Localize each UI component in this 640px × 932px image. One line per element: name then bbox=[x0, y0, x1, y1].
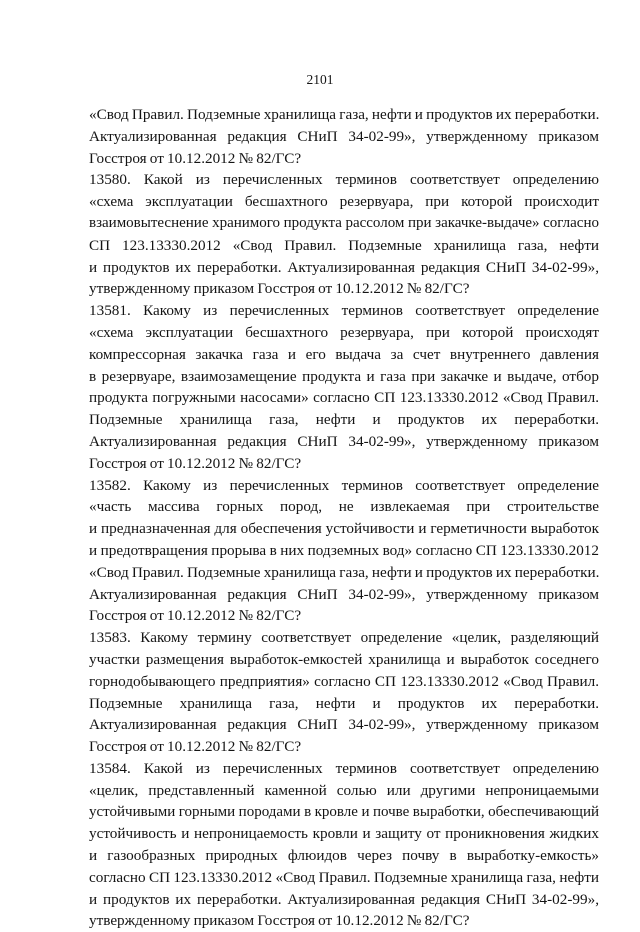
text-line: и продуктов их переработки. Актуализированная редакция СНиП 34-02-99», bbox=[89, 890, 599, 908]
text-line: 13581. Какому из перечисленных терминов соответствует определение bbox=[89, 302, 599, 320]
text-line: Госстроя от 10.12.2012 № 82/ГС? bbox=[89, 149, 302, 167]
text-line: «схема эксплуатации бесшахтного резервуара, при которой происходит bbox=[89, 193, 599, 211]
text-line: «целик, представленный каменной солью или другими непроницаемыми bbox=[89, 781, 599, 799]
document-body bbox=[89, 104, 599, 932]
text-line: СП 123.13330.2012 «Свод Правил. Подземные хранилища газа, нефти bbox=[89, 236, 599, 254]
page-number: 2101 bbox=[306, 72, 334, 87]
text-line: и продуктов их переработки. Актуализированная редакция СНиП 34-02-99», bbox=[89, 258, 599, 276]
text-line: утвержденному приказом Госстроя от 10.12.2012 № 82/ГС? bbox=[89, 912, 470, 930]
text-line: 13582. Какому из перечисленных терминов соответствует определение bbox=[89, 476, 599, 494]
text-line: 13580. Какой из перечисленных терминов соответствует определению bbox=[89, 171, 599, 189]
text-line: Подземные хранилища газа, нефти и продуктов их переработки. bbox=[89, 694, 599, 712]
text-line: 13583. Какому термину соответствует определение «целик, разделяющий bbox=[89, 629, 599, 647]
text-line: горнодобывающего предприятия» согласно СП 123.13330.2012 «Свод Правил. bbox=[89, 672, 599, 690]
text-line: «Свод Правил. Подземные хранилища газа, нефти и продуктов их переработки. bbox=[89, 106, 600, 123]
text-line: Актуализированная редакция СНиП 34-02-99», утвержденному приказом bbox=[89, 127, 599, 145]
text-line: и предназначенная для обеспечения устойчивости и герметичности выработок bbox=[89, 520, 599, 538]
text-line: Актуализированная редакция СНиП 34-02-99», утвержденному приказом bbox=[89, 716, 599, 734]
text-line: участки размещения выработок-емкостей хранилища и выработок соседнего bbox=[89, 650, 599, 668]
text-line: «Свод Правил. Подземные хранилища газа, нефти и продуктов их переработки. bbox=[89, 563, 600, 581]
text-line: и газообразных природных флюидов через почву в выработку-емкость» bbox=[89, 847, 599, 865]
text-line: взаимовытеснение хранимого продукта рассолом при закачке-выдаче» согласно bbox=[89, 214, 599, 231]
text-line: Госстроя от 10.12.2012 № 82/ГС? bbox=[89, 738, 302, 756]
text-line: Госстроя от 10.12.2012 № 82/ГС? bbox=[89, 607, 302, 625]
text-line: «часть массива горных пород, не извлекаемая при строительстве bbox=[89, 498, 599, 516]
text-line: компрессорная закачка газа и его выдача за счет внутреннего давления bbox=[89, 345, 599, 363]
text-line: согласно СП 123.13330.2012 «Свод Правил. Подземные хранилища газа, нефти bbox=[89, 868, 599, 886]
text-line: устойчивость и непроницаемость кровли и защиту от проникновения жидких bbox=[89, 825, 599, 843]
text-line: в резервуаре, взаимозамещение продукта и газа при закачке и выдаче, отбор bbox=[89, 367, 599, 385]
text-line: Госстроя от 10.12.2012 № 82/ГС? bbox=[89, 454, 302, 472]
text-line: продукта погружными насосами» согласно СП 123.13330.2012 «Свод Правил. bbox=[89, 389, 599, 407]
text-line: «схема эксплуатации бесшахтного резервуара, при которой происходят bbox=[89, 323, 599, 341]
text-line: 13584. Какой из перечисленных терминов соответствует определению bbox=[89, 759, 599, 777]
text-line: Актуализированная редакция СНиП 34-02-99», утвержденному приказом bbox=[89, 585, 599, 603]
text-line: утвержденному приказом Госстроя от 10.12.2012 № 82/ГС? bbox=[89, 280, 470, 298]
text-line: Актуализированная редакция СНиП 34-02-99», утвержденному приказом bbox=[89, 432, 599, 450]
text-line: и предотвращения прорыва в них подземных вод» согласно СП 123.13330.2012 bbox=[89, 541, 599, 559]
text-line: устойчивыми горными породами в кровле и почве выработки, обеспечивающий bbox=[89, 803, 599, 820]
text-line: Подземные хранилища газа, нефти и продуктов их переработки. bbox=[89, 411, 599, 429]
